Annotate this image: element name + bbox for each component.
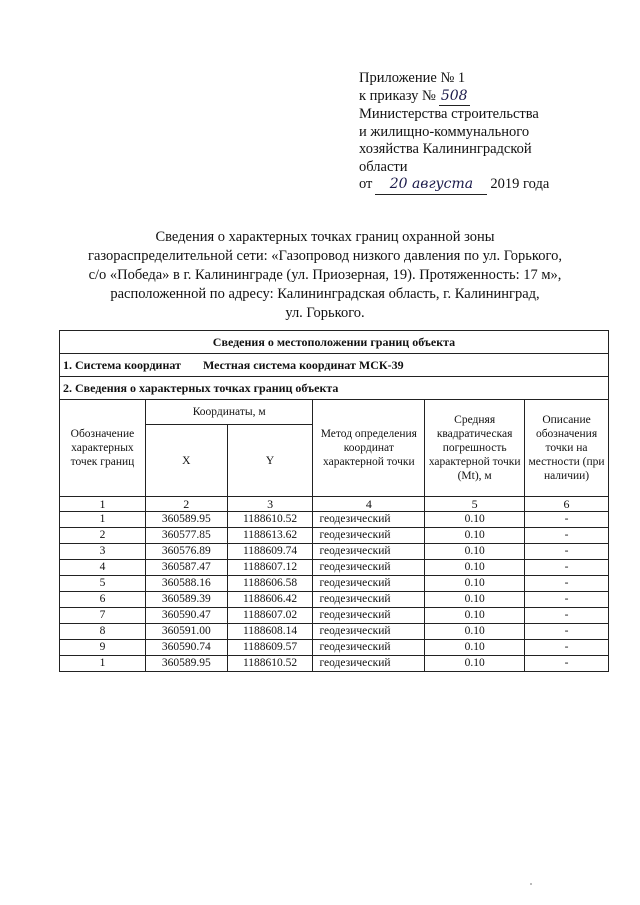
ministry-line-1: Министерства строительства [359, 106, 539, 122]
header-y: Y [227, 425, 313, 497]
points-section-label: 2. Сведения о характерных точках границ объекта [60, 377, 609, 400]
description-cell: - [525, 512, 609, 528]
point-id-cell: 9 [60, 640, 146, 656]
description-cell: - [525, 576, 609, 592]
x-coordinate-cell: 360587.47 [145, 560, 227, 576]
table-row [60, 560, 609, 576]
point-id-cell: 5 [60, 576, 146, 592]
table-row [60, 528, 609, 544]
point-id-cell: 8 [60, 624, 146, 640]
document-heading [40, 228, 610, 323]
x-coordinate-cell: 360589.95 [145, 656, 227, 672]
x-coordinate-cell: 360591.00 [145, 624, 227, 640]
error-cell: 0.10 [425, 544, 525, 560]
point-id-cell: 1 [60, 512, 146, 528]
column-number: 1 [60, 497, 146, 512]
table-title-row [60, 331, 609, 354]
date-line [359, 176, 599, 195]
method-cell: геодезический [313, 592, 425, 608]
y-coordinate-cell: 1188610.52 [227, 656, 313, 672]
heading-line-5: ул. Горького. [285, 305, 365, 321]
error-cell: 0.10 [425, 624, 525, 640]
coordinate-system-row [60, 354, 609, 377]
y-coordinate-cell: 1188613.62 [227, 528, 313, 544]
point-id-cell: 4 [60, 560, 146, 576]
table-row [60, 640, 609, 656]
column-number: 3 [227, 497, 313, 512]
description-cell: - [525, 592, 609, 608]
column-number: 2 [145, 497, 227, 512]
table-title: Сведения о местоположении границ объекта [60, 331, 609, 354]
table-row [60, 624, 609, 640]
table-row [60, 576, 609, 592]
point-id-cell: 3 [60, 544, 146, 560]
coordinate-system-value: Местная система координат МСК-39 [202, 357, 404, 372]
header-method: Метод определения координат характерной точки [313, 400, 425, 497]
order-prefix: к приказу № [359, 87, 436, 104]
heading-line-4: расположенной по адресу: Калининградская область, г. Калининград, [110, 286, 540, 302]
column-number: 4 [313, 497, 425, 512]
table-row [60, 656, 609, 672]
column-number: 6 [525, 497, 609, 512]
error-cell: 0.10 [425, 576, 525, 592]
point-id-cell: 6 [60, 592, 146, 608]
point-id-cell: 1 [60, 656, 146, 672]
y-coordinate-cell: 1188609.57 [227, 640, 313, 656]
heading-line-2: газораспределительной сети: «Газопровод низкого давления по ул. Горького, [88, 248, 562, 264]
y-coordinate-cell: 1188609.74 [227, 544, 313, 560]
header-x: X [145, 425, 227, 497]
description-cell: - [525, 608, 609, 624]
point-id-cell: 2 [60, 528, 146, 544]
boundary-points-table [59, 330, 609, 672]
method-cell: геодезический [313, 624, 425, 640]
header-error: Средняя квадратическая погрешность характерной точки (Mt), м [425, 400, 525, 497]
header-point: Обозначение характерных точек границ [60, 400, 146, 497]
error-cell: 0.10 [425, 528, 525, 544]
description-cell: - [525, 544, 609, 560]
order-number-handwritten: 508 [439, 88, 470, 107]
method-cell: геодезический [313, 512, 425, 528]
x-coordinate-cell: 360589.95 [145, 512, 227, 528]
error-cell: 0.10 [425, 656, 525, 672]
error-cell: 0.10 [425, 608, 525, 624]
table-row [60, 544, 609, 560]
header-description: Описание обозначения точки на местности (при наличии) [525, 400, 609, 497]
x-coordinate-cell: 360589.39 [145, 592, 227, 608]
header-coords: Координаты, м [145, 400, 313, 425]
y-coordinate-cell: 1188606.42 [227, 592, 313, 608]
method-cell: геодезический [313, 528, 425, 544]
description-cell: - [525, 528, 609, 544]
point-id-cell: 7 [60, 608, 146, 624]
points-section-row [60, 377, 609, 400]
scan-speck [530, 883, 532, 885]
date-suffix: 2019 года [490, 176, 550, 192]
heading-line-3: с/о «Победа» в г. Калининграде (ул. Приозерная, 19). Протяженность: 17 м», [88, 267, 562, 283]
column-number: 5 [425, 497, 525, 512]
coordinate-system-label: 1. Система координат [63, 357, 181, 372]
method-cell: геодезический [313, 544, 425, 560]
x-coordinate-cell: 360576.89 [145, 544, 227, 560]
error-cell: 0.10 [425, 592, 525, 608]
description-cell: - [525, 624, 609, 640]
error-cell: 0.10 [425, 640, 525, 656]
y-coordinate-cell: 1188608.14 [227, 624, 313, 640]
description-cell: - [525, 640, 609, 656]
date-handwritten: 20 августа [375, 176, 487, 195]
method-cell: геодезический [313, 640, 425, 656]
description-cell: - [525, 560, 609, 576]
appendix-title: Приложение № 1 [359, 70, 466, 86]
column-numbers-row [60, 497, 609, 512]
x-coordinate-cell: 360590.74 [145, 640, 227, 656]
table-row [60, 512, 609, 528]
y-coordinate-cell: 1188610.52 [227, 512, 313, 528]
method-cell: геодезический [313, 656, 425, 672]
header-row-1 [60, 400, 609, 425]
error-cell: 0.10 [425, 512, 525, 528]
method-cell: геодезический [313, 560, 425, 576]
ministry-line-2: и жилищно-коммунального [359, 123, 530, 140]
ministry-line-4: области [359, 158, 408, 175]
ministry-line-3: хозяйства Калининградской [359, 141, 532, 157]
method-cell: геодезический [313, 576, 425, 592]
coordinate-system-cell [60, 354, 609, 377]
y-coordinate-cell: 1188607.12 [227, 560, 313, 576]
heading-line-1: Сведения о характерных точках границ охранной зоны [155, 229, 495, 245]
order-line [359, 88, 599, 107]
method-cell: геодезический [313, 608, 425, 624]
table-row [60, 608, 609, 624]
y-coordinate-cell: 1188606.58 [227, 576, 313, 592]
description-cell: - [525, 656, 609, 672]
x-coordinate-cell: 360588.16 [145, 576, 227, 592]
date-prefix: от [359, 176, 373, 192]
appendix-block [359, 70, 599, 195]
y-coordinate-cell: 1188607.02 [227, 608, 313, 624]
error-cell: 0.10 [425, 560, 525, 576]
x-coordinate-cell: 360590.47 [145, 608, 227, 624]
table-row [60, 592, 609, 608]
x-coordinate-cell: 360577.85 [145, 528, 227, 544]
